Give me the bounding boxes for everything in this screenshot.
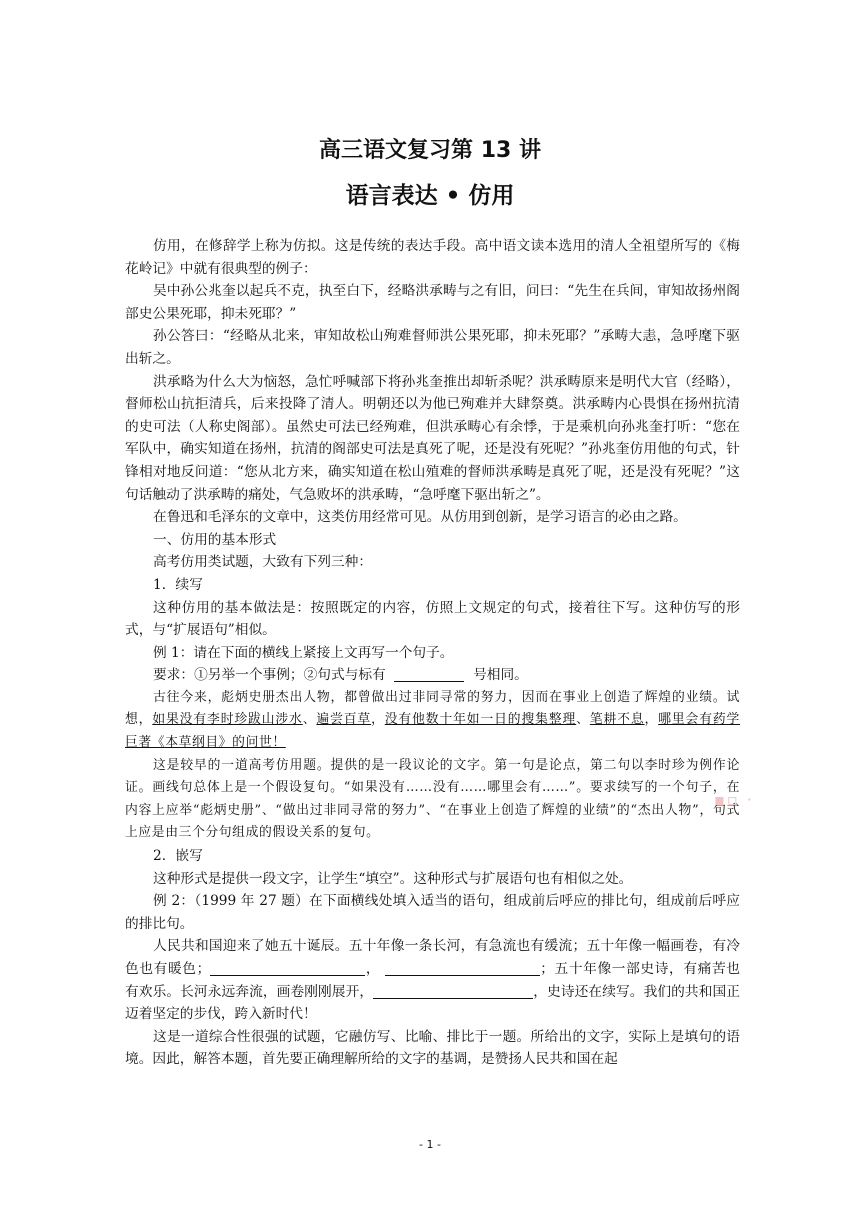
underlined-text: 哪里会有药学巨著《本草纲目》的问世！ bbox=[125, 712, 740, 751]
punctuation: ， bbox=[644, 712, 659, 728]
document-body bbox=[125, 235, 740, 1071]
section-heading: 一、仿用的基本形式 bbox=[153, 531, 277, 548]
analysis-paragraph: 这是较早的一道高考仿用题。提供的是一段议论的文字。第一句是论点，第二句以李时珍为例作论证。画线句总体上是一个假设复句。“如果没有……没有……哪里会有……”。要求续写的一个句子，在内容上应举“彪炳史册”、“做出过非同寻常的努力”、“在事业上创造了辉煌的业绩”的“杰出人物”，句式上应是由三个分句组成的假设关系的复句。 bbox=[125, 757, 740, 841]
underlined-text: 笔耕不息 bbox=[589, 712, 645, 728]
paragraph: 高考仿用类试题，大致有下列三种： bbox=[153, 554, 373, 571]
passage-text: ；五十年像一部史诗，有痛苦也有欢乐。长河永远奔流，画卷刚刚展开， bbox=[125, 961, 740, 1000]
requirement-text: 要求：①另举一个事例；②句式与标有 bbox=[153, 667, 386, 684]
punctuation: 、 bbox=[576, 712, 590, 728]
passage-text: ，史诗还在续写。我们的共和国正迈着坚定的步伐，跨入新时代！ bbox=[125, 983, 740, 1023]
paragraph: 孙公答曰：“经略从北来，审知故松山殉难督师洪公果死耶，抑未死耶？”承畴大恚，急呼麾下驱出斩之。 bbox=[125, 328, 740, 367]
subsection-heading: 1．续写 bbox=[153, 576, 203, 593]
underlined-text: 如果没有李时珍跋山涉水 bbox=[152, 712, 303, 728]
paragraph: 仿用，在修辞学上称为仿拟。这是传统的表达手段。高中语文读本选用的清人全祖望所写的《梅花岭记》中就有很典型的例子： bbox=[125, 238, 740, 277]
paragraph: 这种形式是提供一段文字，让学生“填空”。这种形式与扩展语句也有相似之处。 bbox=[153, 870, 633, 887]
paragraph: 吴中孙公兆奎以起兵不克，执至白下，经略洪承畴与之有旧，问曰：“先生在兵间，审知故扬州阁部史公果死耶，抑未死耶？” bbox=[125, 283, 740, 322]
underlined-text: 没有他数十年如一日的搜集整理 bbox=[384, 712, 577, 728]
paragraph: 这种仿用的基本做法是：按照既定的内容，仿照上文规定的句式，接着往下写。这种仿写的形式，与“扩展语句”相似。 bbox=[125, 599, 740, 639]
punctuation: 、 bbox=[302, 712, 317, 728]
fill-blank bbox=[385, 960, 540, 976]
fill-blank bbox=[394, 666, 464, 682]
example-passage bbox=[125, 687, 740, 755]
paragraph: 这是一道综合性很强的试题，它融仿写、比喻、排比于一题。所给出的文字，实际上是填句的语境。因此，解答本题，首先要正确理解所给的文字的基调，是赞扬人民共和国在起 bbox=[125, 1028, 740, 1068]
passage-text: 人民共和国迎来了她五十诞辰。五十年像一条长河，有急流也有缓流；五十年像一幅画卷，有冷色也有暖色； bbox=[125, 938, 740, 977]
page-number: - 1 - bbox=[419, 1138, 441, 1151]
example-label: 例 2：（1999 年 27 题）在下面横线处填入适当的语句，组成前后呼应的排比句，组成前后呼应的排比句。 bbox=[125, 893, 740, 932]
underlined-text: 遍尝百草 bbox=[316, 712, 372, 728]
fill-blank bbox=[210, 960, 365, 976]
example-label: 例 1：请在下面的横线上紧接上文再写一个句子。 bbox=[153, 644, 454, 661]
requirement-text: 号相同。 bbox=[473, 667, 528, 684]
watermark-mark: ▪▫ · bbox=[714, 790, 754, 809]
paragraph: 洪承略为什么大为恼怒，急忙呼喊部下将孙兆奎推出却斩杀呢？洪承畴原来是明代大官（经略），督师松山抗拒清兵，后来投降了清人。明朝还以为他已殉难并大肆祭奠。洪承畴内心畏惧在扬州抗清的史可法（人称史阁部）。虽然史可法已经殉难，但洪承畴心有余悸，于是乘机向孙兆奎打听：“您在军队中，确实知道在扬州，抗清的阁部史可法是真死了呢，还是没有死呢？”孙兆奎仿用他的句式，针锋相对地反问道：“您从北方来，确实知道在松山殖难的督师洪承畴是真死了呢，还是没有死呢？”这句话触动了洪承畴的痛处，气急败坏的洪承畴，“急呼麾下驱出斩之”。 bbox=[125, 373, 740, 503]
page-subtitle: 语言表达 • 仿用 bbox=[345, 183, 515, 209]
paragraph: 在鲁迅和毛泽东的文章中，这类仿用经常可见。从仿用到创新，是学习语言的必由之路。 bbox=[153, 509, 687, 526]
punctuation: ， bbox=[371, 712, 385, 728]
fill-in-passage bbox=[125, 935, 740, 1025]
fill-blank bbox=[373, 983, 533, 999]
page-title: 高三语文复习第 13 讲 bbox=[319, 138, 541, 163]
punctuation: ， bbox=[365, 961, 381, 977]
passage-text: 古往今来，彪炳史册杰出人物，都曾做出过非同寻常的努力，因而在事业上创造了辉煌的业绩。试想， bbox=[125, 689, 740, 728]
subsection-heading: 2．嵌写 bbox=[153, 848, 203, 865]
requirement-line bbox=[125, 664, 740, 687]
